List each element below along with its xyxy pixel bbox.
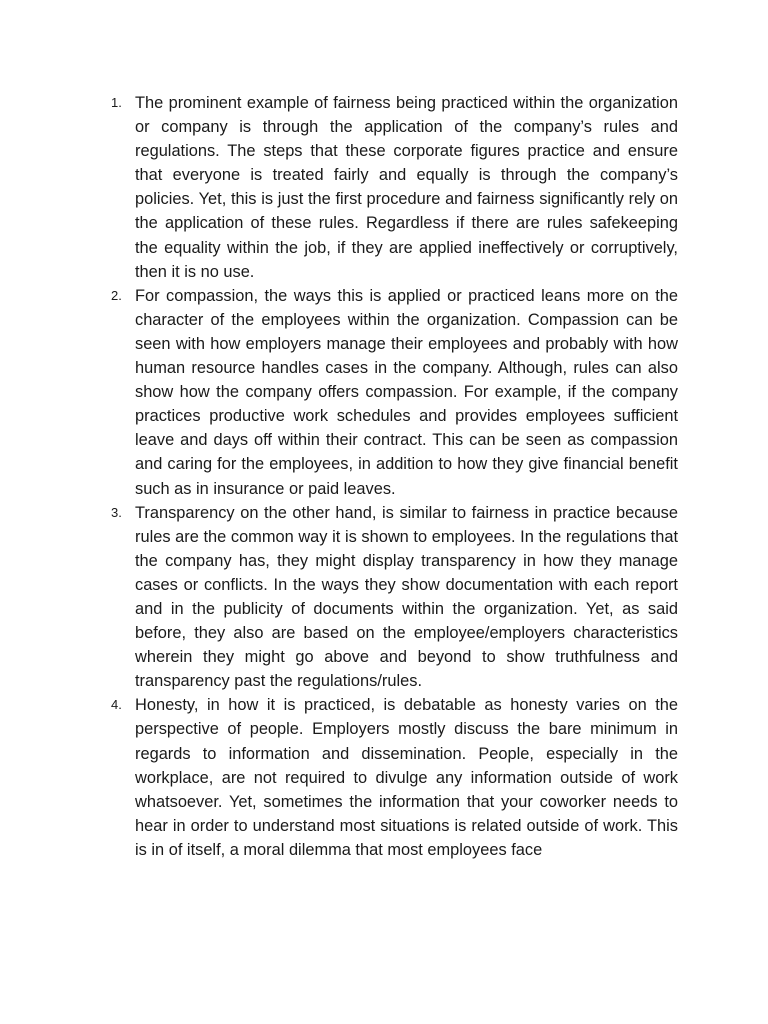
paragraph-text: For compassion, the ways this is applied or practiced leans more on the character of the employees within the organization. Compassion can be seen with how employers manage their employees and probably with how human resource handles cases in the company. Although, rules can also show how the company offers compassion. For example, if the company practices productive work schedules and provides employees sufficient leave and days off within their contract. This can be seen as compassion and caring for the employees, in addition to how they give financial benefit such as in insurance or paid leaves. [135,286,678,498]
paragraph-text: Transparency on the other hand, is similar to fairness in practice because rules are the common way it is shown to employees. In the regulations that the company has, they might display transparency in how they manage cases or conflicts. In the ways they show documentation with each report and in the publicity of documents within the organization. Yet, as said before, they also are based on the employee/employers characteristics wherein they might go above and beyond to show truthfulness and transparency past the regulations/rules. [135,503,678,691]
list-number: 4. [111,697,122,713]
list-number: 2. [111,287,122,303]
list-item [111,693,678,862]
list-item [111,284,678,501]
list-number: 1. [111,95,122,110]
list-number: 3. [111,504,122,520]
paragraph-text: Honesty, in how it is practiced, is debatable as honesty varies on the perspective of people. Employers mostly discuss the bare minimum in regards to information and dissemination. People, especially in the workplace, are not required to divulge any information outside of work whatsoever. Yet, sometimes the information that your coworker needs to hear in order to understand most situations is related outside of work. This is in of itself, a moral dilemma that most employees face [135,696,678,859]
paragraph-text: The prominent example of fairness being practiced within the organization or company is through the application of the company’s rules and regulations. The steps that these corporate figures practice and ensure that everyone is treated fairly and equally is through the company’s policies. Yet, this is just the first procedure and fairness significantly rely on the application of these rules. Regardless if there are rules safekeeping the equality within the job, if they are applied ineffectively or corruptively, then it is no use. [135,94,678,281]
list-item [111,501,678,694]
numbered-list [111,91,678,862]
list-item [111,91,678,284]
